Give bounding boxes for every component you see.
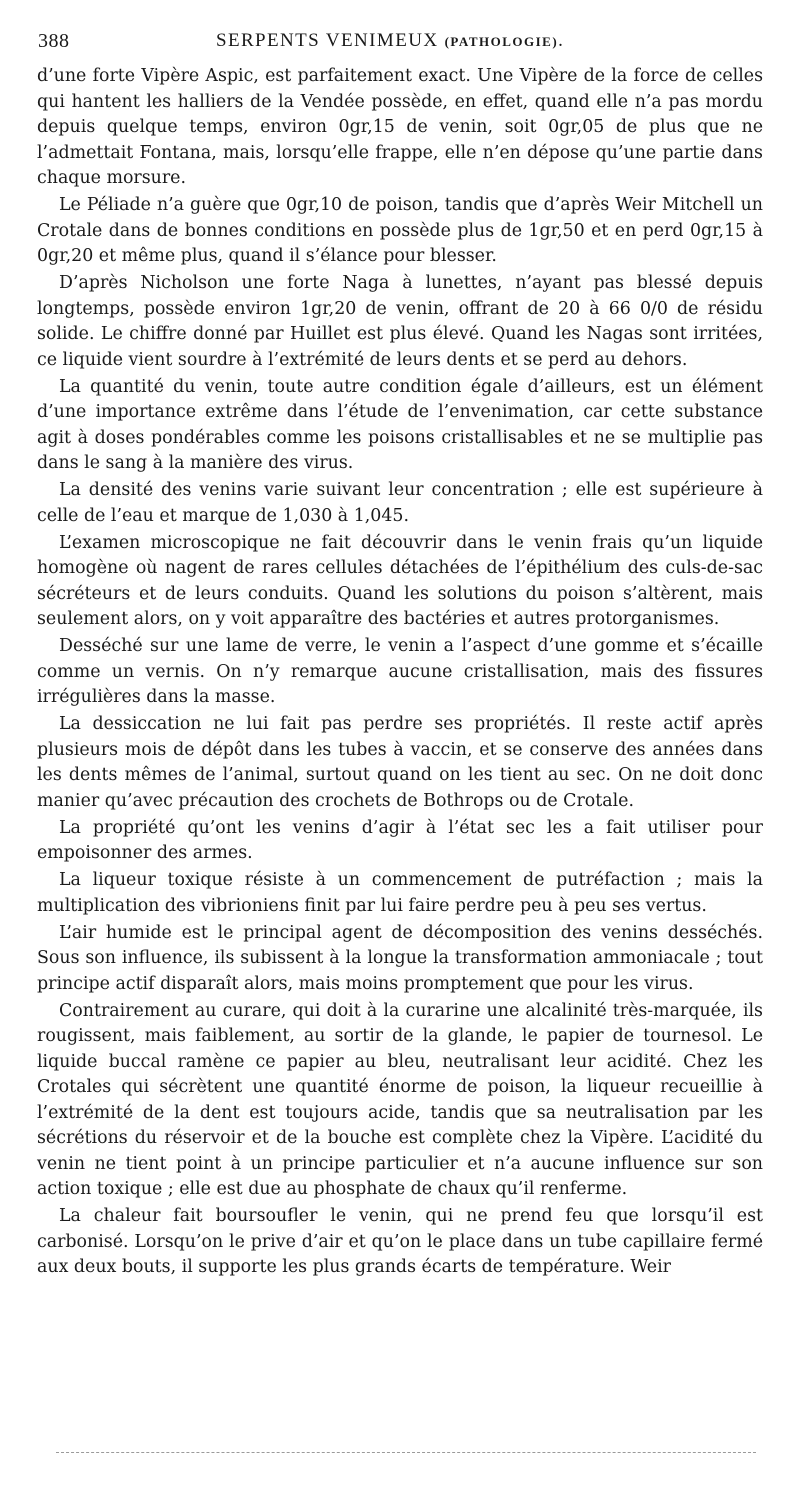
footer-rule xyxy=(56,1452,756,1453)
page-number: 388 xyxy=(38,30,70,52)
paragraph: Contrairement au curare, qui doit à la curarine une alcalinité très-marquée, ils rougissent, mais faiblement, au sortir de la glande, le papier de tournesol. Le liquide buccal ramène ce papier au bleu, neutralisant leur acidité. Chez les Crotales qui sécrètent une quantité énorme de poison, la liqueur recueillie à l’extrémité de la dent est toujours acide, tandis que sa neutralisation par les sécrétions du réservoir et de la bouche est complète chez la Vipère. L’acidité du venin ne tient point à un principe particulier et n’a aucune influence sur son action toxique ; elle est due au phosphate de chaux qu’il renferme. xyxy=(37,1000,763,1199)
paragraph: L’air humide est le principal agent de décomposition des venins desséchés. Sous son influence, ils subissent à la longue la transformation ammoniacale ; tout principe actif disparaît alors, mais moins promptement que pour les virus. xyxy=(37,922,763,994)
running-title-section: (PATHOLOGIE) xyxy=(444,34,559,49)
running-title xyxy=(216,30,564,52)
paragraph: La dessiccation ne lui fait pas perdre ses propriétés. Il reste actif après plusieurs mois de dépôt dans les tubes à vaccin, et se conserve des années dans les dents mêmes de l’animal, surtout quand on les tient au sec. On ne doit donc manier qu’avec précaution des crochets de Bothrops ou de Crotale. xyxy=(37,714,763,811)
page-body xyxy=(37,64,763,1282)
paragraph: L’examen microscopique ne fait découvrir dans le venin frais qu’un liquide homogène où nagent de rares cellules détachées de l’épithélium des culs-de-sac sécréteurs et de leurs conduits. Quand les solutions du poison s’altèrent, mais seulement alors, on y voit apparaître des bactéries et autres protorganismes. xyxy=(37,532,763,629)
page-header xyxy=(38,30,760,56)
paragraph: La quantité du venin, toute autre condition égale d’ailleurs, est un élément d’une importance extrême dans l’étude de l’envenimation, car cette substance agit à doses pondérables comme les poisons cristallisables et ne se multiplie pas dans le sang à la manière des virus. xyxy=(37,376,763,473)
paragraph: Le Péliade n’a guère que 0gr,10 de poison, tandis que d’après Weir Mitchell un Crotale dans de bonnes conditions en possède plus de 1gr,50 et en perd 0gr,15 à 0gr,20 et même plus, quand il s’élance pour blesser. xyxy=(37,195,763,266)
paragraph: La densité des venins varie suivant leur concentration ; elle est supérieure à celle de l’eau et marque de 1,030 à 1,045. xyxy=(37,480,763,526)
paragraph: La chaleur fait boursoufler le venin, qui ne prend feu que lorsqu’il est carbonisé. Lorsqu’on le prive d’air et qu’on le place dans un tube capillaire fermé aux deux bouts, il supporte les plus grands écarts de température. Weir xyxy=(37,1206,763,1277)
paragraph: La propriété qu’ont les venins d’agir à l’état sec les a fait utiliser pour empoisonner des armes. xyxy=(37,817,763,863)
paragraph: La liqueur toxique résiste à un commencement de putréfaction ; mais la multiplication des vibrioniens finit par lui faire perdre peu à peu ses vertus. xyxy=(37,870,763,916)
paragraph: D’après Nicholson une forte Naga à lunettes, n’ayant pas blessé depuis longtemps, possède environ 1gr,20 de venin, offrant de 20 à 66 0/0 de résidu solide. Le chiffre donné par Huillet est plus élevé. Quand les Nagas sont irritées, ce liquide vient sourdre à l’extrémité de leurs dents et se perd au dehors. xyxy=(37,273,763,370)
running-title-dot: . xyxy=(558,30,565,51)
paragraph: d’une forte Vipère Aspic, est parfaitement exact. Une Vipère de la force de celles qui hantent les halliers de la Vendée possède, en effet, quand elle n’a pas mordu depuis quelque temps, environ 0gr,15 de venin, soit 0gr,05 de plus que ne l’admettait Fontana, mais, lorsqu’elle frappe, elle n’en dépose qu’une partie dans chaque morsure. xyxy=(37,66,763,188)
running-title-main: SERPENTS VENIMEUX xyxy=(216,30,439,51)
paragraph: Desséché sur une lame de verre, le venin a l’aspect d’une gomme et s’écaille comme un vernis. On n’y remarque aucune cristallisation, mais des fissures irrégulières dans la masse. xyxy=(37,636,763,707)
